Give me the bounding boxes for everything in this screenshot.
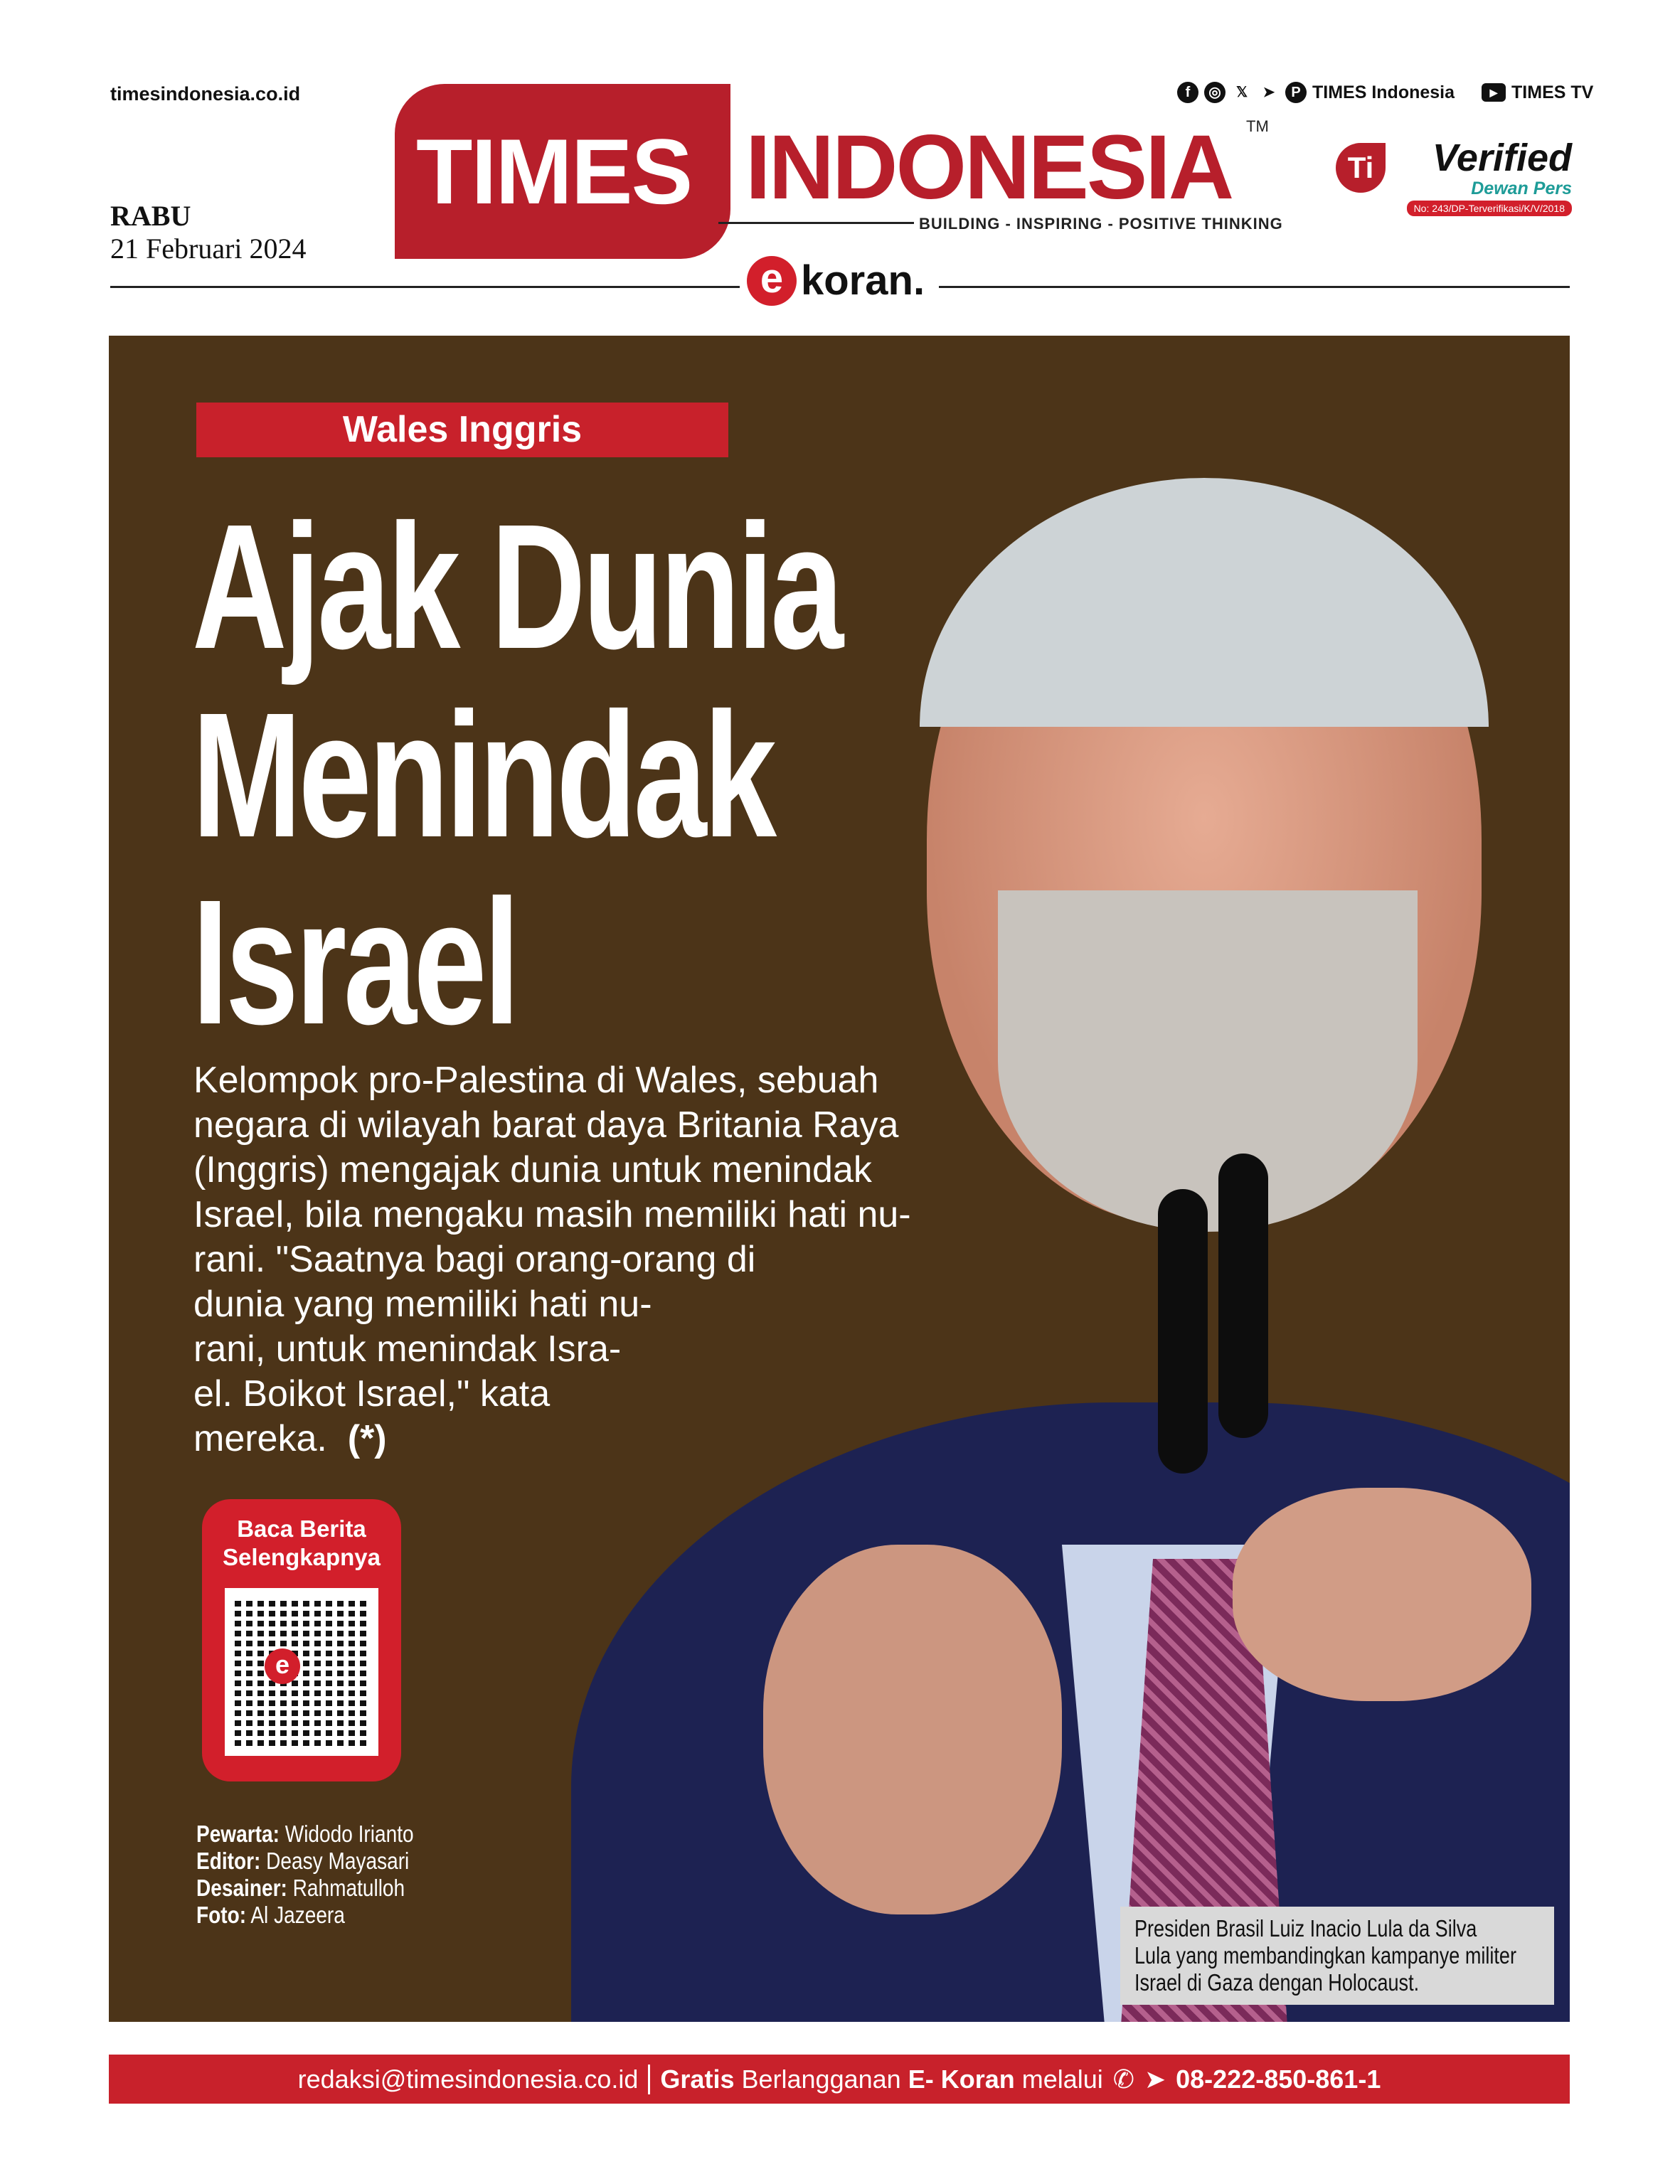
logo-tagline: BUILDING - INSPIRING - POSITIVE THINKING [919, 215, 1283, 233]
photo-microphone [1218, 1154, 1268, 1438]
end-mark: (*) [347, 1418, 387, 1459]
qr-label [202, 1515, 401, 1572]
qr-card[interactable] [202, 1499, 401, 1781]
photo-caption [1120, 1907, 1554, 2005]
verified-badge [1336, 139, 1572, 220]
photo-hand [763, 1545, 1062, 1914]
logo-trademark: TM [1246, 117, 1269, 135]
photo-beard [998, 890, 1418, 1232]
body-line: Kelompok pro-Palestina di Wales, sebuah [193, 1060, 879, 1101]
footer-ekoran: E- Koran [908, 2064, 1015, 2094]
header-rule-right [939, 286, 1570, 288]
caption-line: Presiden Brasil Luiz Inacio Lula da Silva [1134, 1915, 1477, 1941]
body-line: rani, untuk menindak Isra- [193, 1328, 622, 1370]
footer-email[interactable]: redaksi@timesindonesia.co.id [297, 2064, 639, 2094]
caption-line: Lula yang membandingkan kampanye militer [1134, 1942, 1516, 1969]
telegram-icon[interactable]: ➤ [1262, 85, 1275, 100]
header-rule-left [110, 286, 740, 288]
article-body [193, 1058, 976, 1461]
logo-divider [718, 222, 914, 224]
headline-line: Menindak [192, 676, 774, 874]
ekoran-logo [747, 256, 925, 306]
credit-label: Desainer: [196, 1875, 287, 1901]
credit-value: Rahmatulloh [292, 1875, 405, 1901]
caption-line: Israel di Gaza dengan Holocaust. [1134, 1969, 1420, 1996]
body-line: rani. "Saatnya bagi orang-orang di [193, 1239, 756, 1280]
qr-pattern [235, 1598, 368, 1746]
whatsapp-icon[interactable]: ✆ [1112, 2064, 1134, 2094]
headline-line: Ajak Dunia [192, 487, 841, 686]
times-tv-link[interactable]: TIMES TV [1511, 82, 1594, 102]
verified-sub: Dewan Pers [1471, 179, 1572, 198]
credits [196, 1821, 452, 1929]
ti-logo-icon: Ti [1336, 143, 1386, 193]
ekoran-e-icon: e [747, 256, 797, 306]
credit-value: Al Jazeera [250, 1902, 345, 1928]
body-line: Israel, bila mengaku masih memiliki hati nu- [193, 1194, 911, 1235]
verified-number: No: 243/DP-Terverifikasi/K/V/2018 [1407, 201, 1572, 216]
credit-label: Editor: [196, 1848, 261, 1874]
ekoran-text: koran. [801, 257, 925, 304]
social-handle[interactable]: TIMES Indonesia [1312, 82, 1455, 102]
footer-phone[interactable]: 08-222-850-861-1 [1176, 2064, 1381, 2094]
credit-value: Widodo Irianto [285, 1821, 414, 1847]
photo-microphone [1158, 1189, 1208, 1474]
site-url[interactable]: timesindonesia.co.id [110, 83, 301, 105]
body-line: el. Boikot Israel," kata [193, 1373, 551, 1415]
telegram-icon[interactable]: ➤ [1144, 2064, 1166, 2094]
qr-label-line: Selengkapnya [223, 1544, 381, 1570]
footer-berlangganan: Berlangganan [741, 2064, 901, 2094]
body-line: (Inggris) mengajak dunia untuk menindak [193, 1149, 872, 1190]
headline-line: Israel [192, 863, 517, 1061]
qr-e-logo-icon: e [265, 1648, 300, 1684]
issue-date: 21 Februari 2024 [110, 233, 307, 265]
logo-indonesia: INDONESIA [745, 117, 1233, 218]
body-line: mereka. [193, 1418, 327, 1459]
pinterest-icon[interactable]: P [1285, 82, 1307, 103]
x-icon[interactable]: 𝕏 [1235, 85, 1248, 100]
credit-label: Pewarta: [196, 1821, 280, 1847]
footer-melalui: melalui [1021, 2064, 1103, 2094]
category-label: Wales Inggris [196, 403, 728, 457]
body-line: dunia yang memiliki hati nu- [193, 1284, 652, 1325]
footer-gratis: Gratis [660, 2064, 735, 2094]
verified-title: Verified [1432, 137, 1572, 179]
social-links [1177, 82, 1593, 103]
youtube-icon[interactable]: ▶ [1482, 83, 1506, 102]
footer-separator [648, 2065, 650, 2094]
credit-label: Foto: [196, 1902, 247, 1928]
instagram-icon[interactable]: ◎ [1204, 82, 1226, 103]
qr-code[interactable] [225, 1588, 378, 1756]
body-line: negara di wilayah barat daya Britania Raya [193, 1104, 899, 1146]
logo-times: TIMES [416, 119, 692, 223]
qr-label-line: Baca Berita [237, 1516, 366, 1542]
credit-value: Deasy Mayasari [266, 1848, 410, 1874]
issue-day: RABU [110, 200, 191, 232]
facebook-icon[interactable]: f [1177, 82, 1198, 103]
photo-hand [1233, 1488, 1531, 1701]
footer-bar [109, 2055, 1570, 2104]
photo-hair [920, 478, 1489, 727]
